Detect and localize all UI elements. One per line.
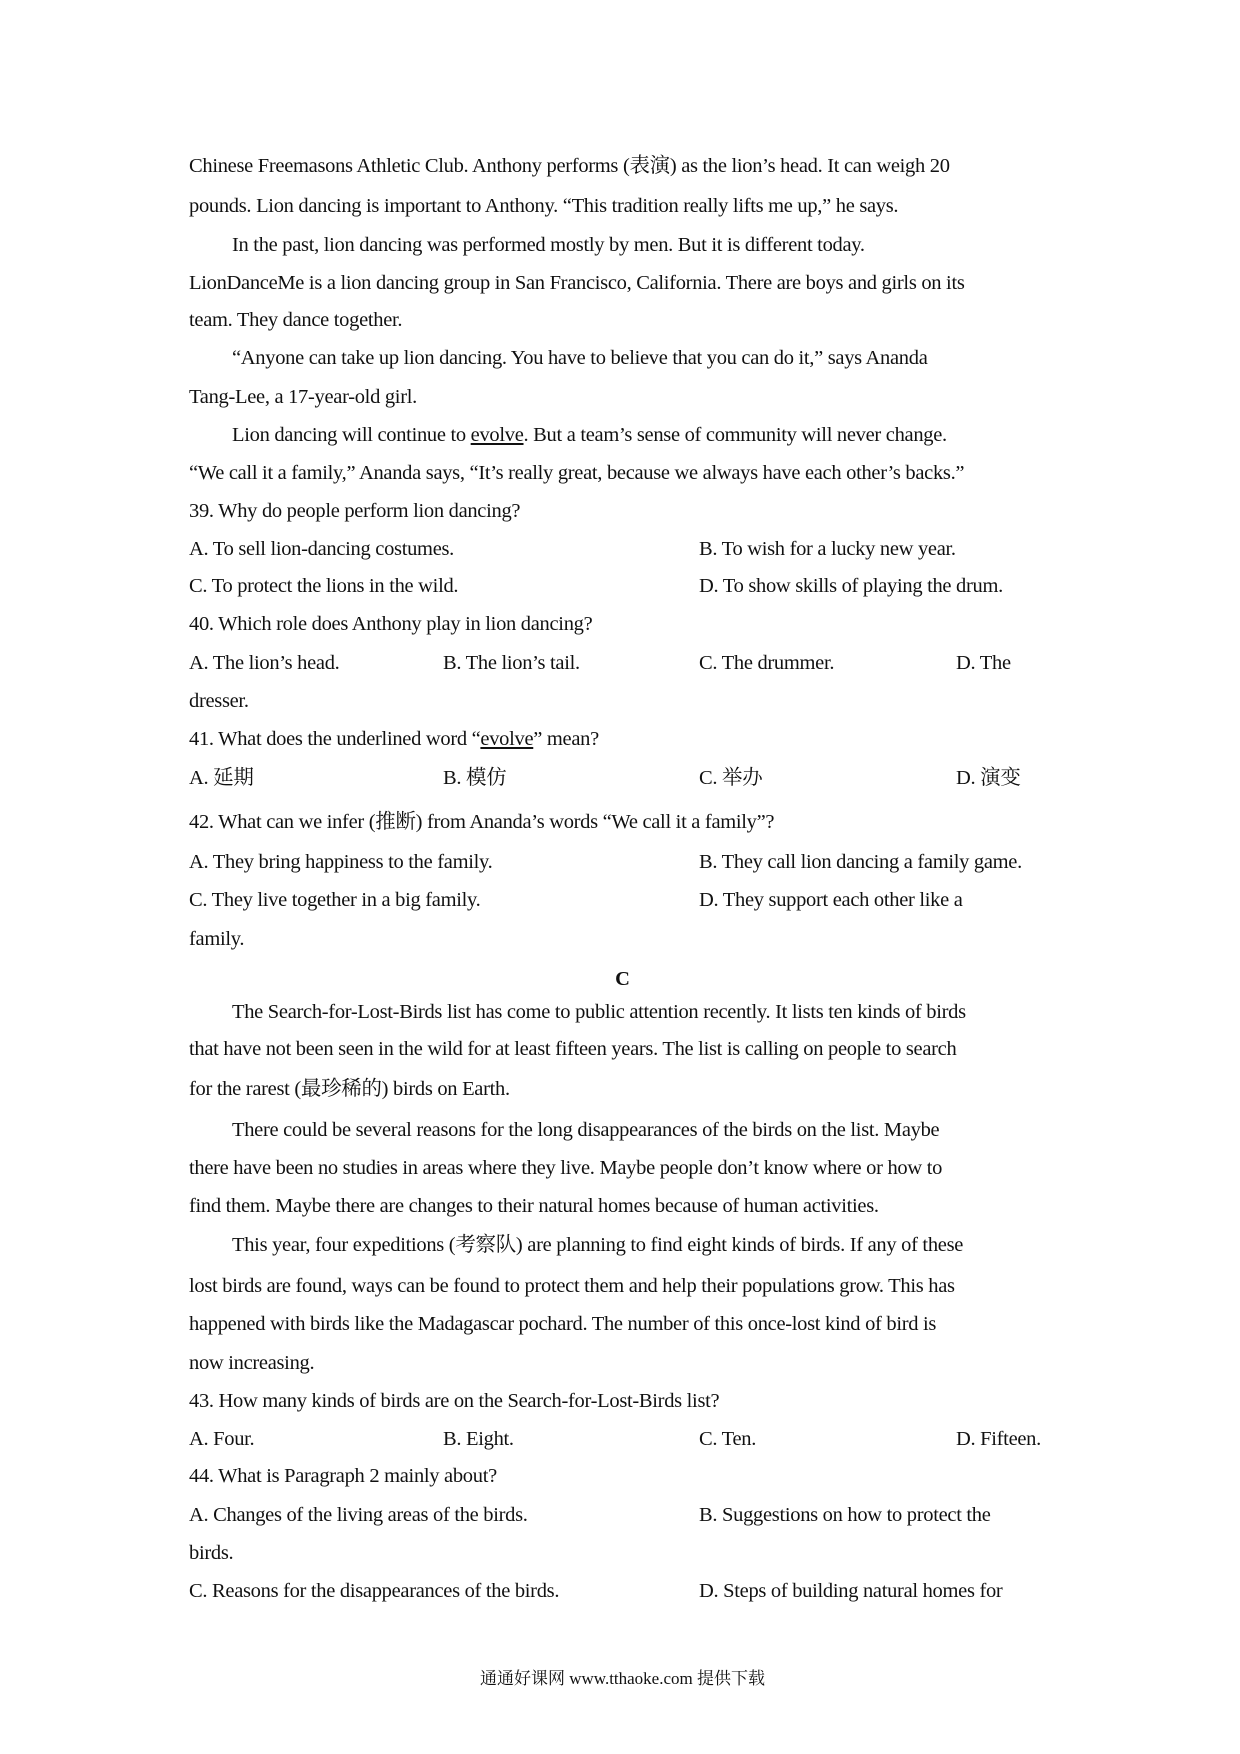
question-stem: 40. Which role does Anthony play in lion dancing? (189, 613, 593, 635)
text: 41. What does the underlined word “ (189, 728, 481, 750)
question-stem: 44. What is Paragraph 2 mainly about? (189, 1465, 497, 1487)
text-line: “Anyone can take up lion dancing. You have to believe that you can do it,” says Ananda (232, 347, 928, 369)
option-d: D. The (956, 652, 1011, 674)
text-line: now increasing. (189, 1352, 315, 1374)
option-a: A. They bring happiness to the family. (189, 851, 493, 873)
section-heading: C (615, 968, 630, 990)
text: Lion dancing will continue to (232, 424, 471, 446)
option-b: B. They call lion dancing a family game. (699, 851, 1022, 873)
question-stem (189, 727, 599, 751)
text-line: lost birds are found, ways can be found to protect them and help their populations grow. This has (189, 1275, 955, 1297)
option-b-continued: birds. (189, 1542, 234, 1564)
option-d: D. To show skills of playing the drum. (699, 575, 1003, 597)
option-d-continued: dresser. (189, 690, 249, 712)
option-a: A. Four. (189, 1428, 255, 1450)
option-a: A. To sell lion-dancing costumes. (189, 538, 454, 560)
option-d: D. Steps of building natural homes for (699, 1580, 1003, 1602)
option-d: D. 演变 (956, 767, 1021, 789)
option-c: C. They live together in a big family. (189, 889, 481, 911)
text: . But a team’s sense of community will never change. (523, 424, 947, 446)
text-line: that have not been seen in the wild for at least fifteen years. The list is calling on people to search (189, 1038, 957, 1060)
text-line: there have been no studies in areas where they live. Maybe people don’t know where or how to (189, 1157, 943, 1179)
text-line: happened with birds like the Madagascar pochard. The number of this once-lost kind of bird is (189, 1313, 937, 1335)
option-a: A. Changes of the living areas of the birds. (189, 1504, 528, 1526)
option-c: C. Reasons for the disappearances of the birds. (189, 1580, 560, 1602)
option-b: B. Eight. (443, 1428, 514, 1450)
question-stem: 39. Why do people perform lion dancing? (189, 500, 521, 522)
text: ” mean? (533, 728, 599, 750)
text-line: find them. Maybe there are changes to their natural homes because of human activities. (189, 1195, 879, 1217)
question-stem: 43. How many kinds of birds are on the Search-for-Lost-Birds list? (189, 1390, 720, 1412)
option-d: D. They support each other like a (699, 889, 963, 911)
text-line: LionDanceMe is a lion dancing group in San Francisco, California. There are boys and girls on its (189, 272, 965, 294)
option-b: B. To wish for a lucky new year. (699, 538, 956, 560)
option-a: A. The lion’s head. (189, 652, 340, 674)
text-line: pounds. Lion dancing is important to Anthony. “This tradition really lifts me up,” he says. (189, 195, 899, 217)
text-line: for the rarest (最珍稀的) birds on Earth. (189, 1078, 510, 1100)
option-c: C. 举办 (699, 767, 763, 789)
page-footer: 通通好课网 www.tthaoke.com 提供下载 (479, 1669, 766, 1688)
option-d-continued: family. (189, 928, 245, 950)
text-line (232, 423, 947, 447)
underlined-word: evolve (480, 728, 534, 750)
option-c: C. To protect the lions in the wild. (189, 575, 459, 597)
text-line: Tang-Lee, a 17-year-old girl. (189, 386, 417, 408)
option-b: B. Suggestions on how to protect the (699, 1504, 991, 1526)
text-line: In the past, lion dancing was performed mostly by men. But it is different today. (232, 234, 865, 256)
text-line: team. They dance together. (189, 309, 403, 331)
option-c: C. Ten. (699, 1428, 757, 1450)
option-b: B. The lion’s tail. (443, 652, 580, 674)
text-line: Chinese Freemasons Athletic Club. Anthony performs (表演) as the lion’s head. It can weigh 20 (189, 155, 950, 177)
text-line: The Search-for-Lost-Birds list has come to public attention recently. It lists ten kinds of birds (232, 1001, 966, 1023)
text-line: “We call it a family,” Ananda says, “It’s really great, because we always have each other’s backs.” (189, 462, 965, 484)
text-line: There could be several reasons for the long disappearances of the birds on the list. Maybe (232, 1119, 940, 1141)
option-c: C. The drummer. (699, 652, 835, 674)
option-d: D. Fifteen. (956, 1428, 1041, 1450)
question-stem: 42. What can we infer (推断) from Ananda’s words “We call it a family”? (189, 811, 775, 833)
option-b: B. 模仿 (443, 767, 507, 789)
underlined-word: evolve (470, 424, 524, 446)
option-a: A. 延期 (189, 767, 254, 789)
text-line: This year, four expeditions (考察队) are planning to find eight kinds of birds. If any of these (232, 1234, 964, 1256)
